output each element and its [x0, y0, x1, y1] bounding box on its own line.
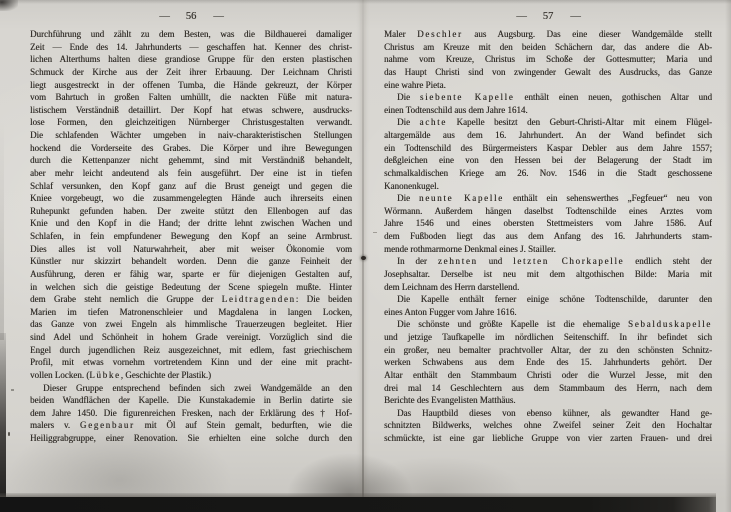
- text-line: vom Bahrtuch in großen Falten umhüllt, die nackten Füße mit natura-: [30, 92, 352, 103]
- text-line: lichen Alterthums halten diese grandiose Gruppe für den ersten plastischen: [30, 54, 352, 65]
- header-dash: —: [159, 10, 169, 22]
- text-line: schnitzten Bildwerks, welches ohne Zweifel seiner Zeit den Hochaltar: [384, 420, 712, 431]
- page-number-header: [384, 8, 712, 24]
- text-line: altargemälde aus dem 16. Jahrhundert. An der Wand befindet sich: [384, 130, 712, 140]
- scan-artifact-bottom-shadow-band: [0, 497, 716, 512]
- letterspaced-text: Deschler: [417, 29, 463, 39]
- text-line: durch die Kettenpanzer nicht gehemmt, sind mit Verständniß behandelt,: [30, 155, 352, 166]
- page-57-text: [384, 28, 712, 445]
- text-line: listischem Verständniß detaillirt. Der Kopf hat etwas schwere, ausdrucks-: [30, 104, 352, 115]
- text-line: nahme vom Kreuze, Christus im Schoße der Gottesmutter; Maria und: [384, 54, 712, 65]
- text-line: Josephsaltar. Derselbe ist neu mit dem altgothischen Bilde: Maria mit: [384, 268, 712, 279]
- letterspaced-text: Gegenbaur: [79, 420, 135, 431]
- text-line: Engel durch jugendlichen Reiz ausgezeichnet, mit edlem, fast griechischem: [30, 344, 352, 355]
- header-dash: —: [213, 10, 223, 22]
- scan-artifact-corner-smudge: [0, 0, 18, 11]
- text-line: vollen Locken. (Lübke, Geschichte der Plastik.): [30, 369, 211, 380]
- text-line: drei mal 14 Geschlechtern aus dem Stammbaum des Herrn, nach dem: [384, 382, 712, 393]
- text-line: Altar enthält den Stammbaum Christi oder die Wurzel Jesse, mit den: [384, 369, 712, 380]
- text-line: einen Todtenschild aus dem Jahre 1614.: [384, 104, 528, 115]
- text-line: dem Grabe steht nemlich die Gruppe der Leidtragenden: Die beiden: [30, 294, 352, 305]
- text-line: Schlaf versunken, den Kopf ganz auf die Brust geneigt und gegen die: [30, 180, 352, 191]
- text-line: lose Formen, den gleichzeitigen Nürnberger Christusgestalten verwandt.: [30, 117, 352, 128]
- text-line: Die schlafenden Wächter umgeben in naiv-charakteristischen Stellungen: [30, 130, 352, 140]
- text-line: Die achte Kapelle besitzt den Geburt-Christi-Altar mit einem Flügel-: [397, 117, 712, 128]
- text-line: dem Fußboden liegt das aus dem Anfang des 16. Jahrhunderts stam-: [384, 231, 712, 241]
- page-number-header: [30, 8, 352, 24]
- text-line: schmückte, ist eine gar liebliche Gruppe von vier zarten Frauen- und drei: [384, 433, 712, 443]
- header-dash: —: [570, 10, 580, 22]
- text-line: Künstler nur skizzirt behandelt worden. Denn die ganze Feinheit der: [30, 256, 352, 267]
- page-number: 56: [185, 10, 197, 22]
- letterspaced-text: siebente Kapelle: [419, 92, 515, 103]
- text-line: Die siebente Kapelle enthält einen neuen, gothischen Altar und: [397, 92, 712, 103]
- text-line: Zeit — Ende des 14. Jahrhunderts — geschaffen hat. Kenner des christ-: [30, 41, 352, 52]
- text-line: Dies alles ist voll Naturwahrheit, aber mit weiser Ökonomie vom: [30, 243, 352, 254]
- text-line: dem Leichnam des Herrn darstellend.: [384, 281, 520, 292]
- text-line: beiden Wandflächen der Kapelle. Die Kunstakademie in Berlin datirte sie: [30, 395, 352, 406]
- text-line: in welchen sich die geistige Bedeutung der Scene spiegeln mußte. Hinter: [30, 281, 352, 292]
- text-line: Kniee vorgebeugt, wo die zusammengelegten Hände auch ihrerseits einen: [30, 193, 352, 204]
- text-line: Ausführung, deren er fähig war, sparte er für diejenigen Gestalten auf,: [30, 268, 352, 279]
- page-57: [384, 8, 712, 445]
- text-line: Profil, mit etwas vornehm vortretendem Kinn und der eine mit pracht-: [30, 357, 352, 368]
- text-line: sind Adel und Schönheit in hohem Grade vereinigt. Vorzüglich sind die: [30, 332, 352, 342]
- scan-artifact-speck: [8, 432, 10, 436]
- letterspaced-text: Leidtragenden: [221, 294, 296, 305]
- text-line: Berichte des Evangelisten Matthäus.: [384, 395, 516, 406]
- letterspaced-text: neunte Kapelle: [419, 193, 504, 204]
- page-56: [30, 8, 352, 445]
- text-line: mende rothmarmorne Denkmal eines J. Stailler.: [384, 243, 556, 254]
- text-line: Jahre 1546 und eines obersten Stettmeisters vom Jahre 1586. Auf: [384, 218, 712, 229]
- text-line: werken Schwabens aus dem Ende des 15. Jahrhunderts gehört. Der: [384, 357, 712, 368]
- text-line: Knie und den Kopf in die Hand; der dritte lehnt zwischen Wachen und: [30, 218, 352, 229]
- text-line: Marien im tiefen Matronenschleier und Magdalena in langen Locken,: [30, 306, 352, 317]
- letterspaced-text: Lübke: [89, 369, 121, 380]
- scan-artifact-left-edge-strip: [0, 333, 6, 512]
- text-line: Das Hauptbild dieses von ebenso kühner, als gewandter Hand ge-: [397, 407, 712, 418]
- scan-artifact-top-edge-shadow: [0, 0, 731, 4]
- header-dash: —: [516, 10, 526, 22]
- text-line: Die Kapelle enthält ferner einige schöne Todtenschilde, darunter den: [397, 294, 712, 305]
- letterspaced-text: letzten Chorkapelle: [513, 256, 625, 267]
- scan-artifact-right-edge-shadow: [725, 0, 731, 512]
- text-line: aber mehr leicht andeutend als fein ausgeführt. Der eine ist in tiefen: [30, 167, 352, 178]
- text-line: Wörmann. Außerdem hängen daselbst Todtenschilde eines Arztes vom: [384, 205, 712, 216]
- text-line: und jetzige Taufkapelle im nördlichen Seitenschiff. In ihr befindet sich: [384, 332, 712, 342]
- text-line: In der zehnten und letzten Chorkapelle endlich steht der: [397, 256, 712, 267]
- text-line: hockend die Vorderseite des Grabes. Die Körper und ihre Bewegungen: [30, 142, 352, 153]
- text-line: Schlafen, in fein empfundener Bewegung den Kopf an seine Armbrust.: [30, 231, 352, 241]
- text-line: Christus am Kreuze mit den beiden Schächern dar, das andere die Ab-: [384, 41, 712, 52]
- page-number: 57: [542, 10, 554, 22]
- text-line: ein großer, neu bemalter prachtvoller Altar, der zu den schönsten Schnitz-: [384, 344, 712, 355]
- letterspaced-text: zehnten: [437, 256, 478, 267]
- scan-artifact-speck: [373, 232, 377, 233]
- text-line: Heiliggrabgruppe, einer Renovation. Sie erhielten eine solche durch den: [30, 433, 352, 443]
- text-line: eines Anton Fugger vom Jahre 1616.: [384, 306, 517, 317]
- text-line: das Ganze von zwei Engeln als himmlische Trauerzeugen begleitet. Hier: [30, 319, 352, 330]
- text-line: Kanonenkugel.: [384, 180, 439, 191]
- text-line: liegt ausgestreckt in der offenen Tumba, die Hände gekreuzt, der Körper: [30, 79, 352, 90]
- text-line: Maler Deschler aus Augsburg. Das eine dieser Wandgemälde stellt: [384, 29, 712, 39]
- text-line: Dieser Gruppe entsprechend befinden sich zwei Wandgemälde an den: [43, 382, 352, 393]
- text-line: Die schönste und größte Kapelle ist die ehemalige Sebalduskapelle: [397, 319, 712, 330]
- page-56-text: [30, 28, 352, 445]
- letterspaced-text: Sebalduskapelle: [628, 319, 712, 330]
- text-line: malers v. Gegenbaur mit Öl auf Stein gemalt, bedurften, wie die: [30, 420, 352, 431]
- text-line: schmalkaldischen Kriege am 26. Nov. 1546 in die Stadt geschossene: [384, 167, 712, 178]
- text-line: Ruhepunkt gefunden haben. Der zweite stützt den Ellenbogen auf das: [30, 205, 352, 216]
- text-line: Die neunte Kapelle enthält ein sehenswerthes „Fegfeuer“ neu von: [397, 193, 712, 204]
- text-line: ein Todtenschild des Bürgermeisters Kaspar Debler aus dem Jahre 1557;: [384, 142, 712, 153]
- text-line: dem Jahre 1450. Die figurenreichen Fresken, nach der Erklärung des † Hof-: [30, 407, 352, 418]
- scan-artifact-gutter-ink-dot: [361, 256, 366, 260]
- text-line: Durchführung und zählt zu dem Besten, was die Bildhauerei damaliger: [30, 29, 352, 39]
- text-line: eine wahre Pieta.: [384, 79, 446, 90]
- text-line: Schmuck der Kirche aus der Zeit ihrer Erbauung. Der Leichnam Christi: [30, 66, 352, 77]
- scan-artifact-speck: [11, 389, 14, 391]
- letterspaced-text: achte: [419, 117, 447, 128]
- text-line: das Haupt Christi sind von zwingender Gewalt des Ausdrucks, das Ganze: [384, 66, 712, 77]
- text-line: deßgleichen eine von den Hessen bei der Belagerung der Stadt im: [384, 155, 712, 166]
- scan-artifact-left-edge-shadow: [0, 120, 4, 340]
